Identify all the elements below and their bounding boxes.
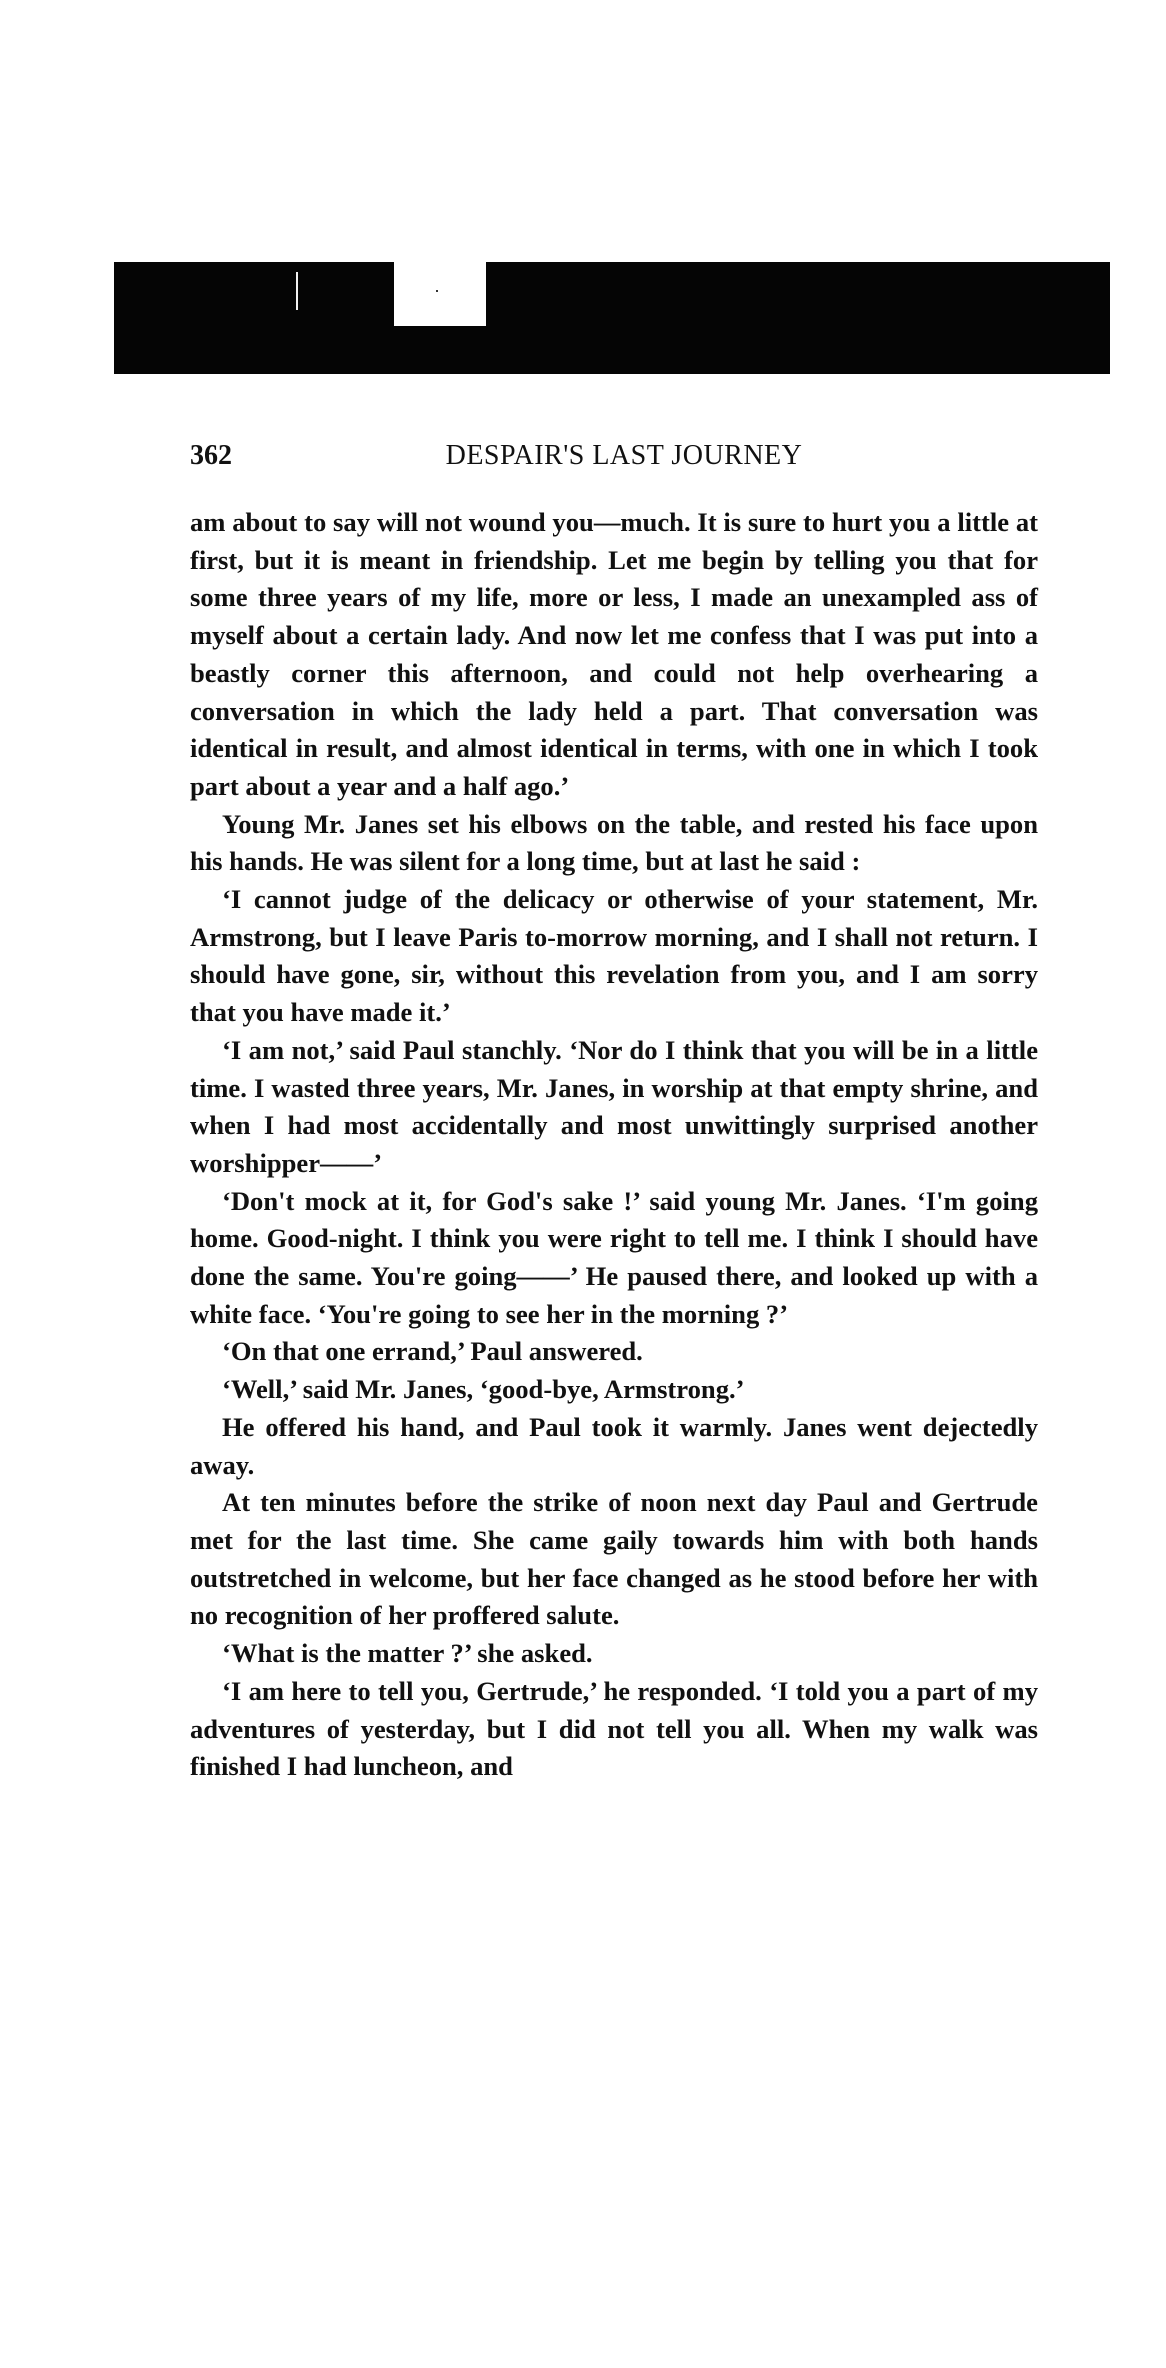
scan-black-band <box>114 262 1110 374</box>
page-number: 362 <box>190 440 232 471</box>
running-title: DESPAIR'S LAST JOURNEY <box>445 440 803 471</box>
paragraph-continuation: am about to say will not wound you—much. It is sure to hurt you a little at first, but it is meant in friendship. Let me begin by telling you that for some three years of my life, more or less, I made an unexampled ass of myself about a certain lady. And now let me confess that I was put into a beastly corner this afternoon, and could not help overhearing a conversation in which the lady held a part. That conversation was identical in result, and almost identical in terms, with one in which I took part about a year and a half ago.’ <box>190 507 1038 801</box>
page-body-text <box>190 504 1038 1786</box>
paragraph: ‘On that one errand,’ Paul answered. <box>222 1336 643 1367</box>
scan-band-mark <box>296 272 298 310</box>
paragraph: At ten minutes before the strike of noon next day Paul and Gertrude met for the last time. She came gaily towards him with both hands outstretched in welcome, but her face changed as he stood before her with no recognition of her proffered salute. <box>190 1487 1038 1631</box>
scan-band-dot <box>436 290 438 292</box>
paragraph: ‘Don't mock at it, for God's sake !’ said young Mr. Janes. ‘I'm going home. Good-night. I think you were right to tell me. I think I should have done the same. You're going——’ He paused there, and looked up with a white face. ‘You're going to see her in the morning ?’ <box>190 1185 1038 1329</box>
paragraph: ‘I cannot judge of the delicacy or otherwise of your statement, Mr. Armstrong, but I leave Paris to-morrow morning, and I shall not return. I should have gone, sir, without this revelation from you, and I am sorry that you have made it.’ <box>190 884 1038 1028</box>
scan-band-notch <box>394 262 486 326</box>
paragraph: ‘What is the matter ?’ she asked. <box>222 1638 593 1669</box>
paragraph: Young Mr. Janes set his elbows on the table, and rested his face upon his hands. He was silent for a long time, but at last he said : <box>190 808 1038 877</box>
paragraph: ‘Well,’ said Mr. Janes, ‘good-bye, Armstrong.’ <box>222 1374 745 1405</box>
paragraph: ‘I am not,’ said Paul stanchly. ‘Nor do I think that you will be in a little time. I wasted three years, Mr. Janes, in worship at that empty shrine, and when I had most accidentally and most unwittingly surprised another worshipper——’ <box>190 1034 1038 1178</box>
paragraph: ‘I am here to tell you, Gertrude,’ he responded. ‘I told you a part of my adventures of yesterday, but I did not tell you all. When my walk was finished I had luncheon, and <box>190 1675 1038 1782</box>
paragraph: He offered his hand, and Paul took it warmly. Janes went dejectedly away. <box>190 1411 1038 1480</box>
page-header <box>190 440 1038 480</box>
